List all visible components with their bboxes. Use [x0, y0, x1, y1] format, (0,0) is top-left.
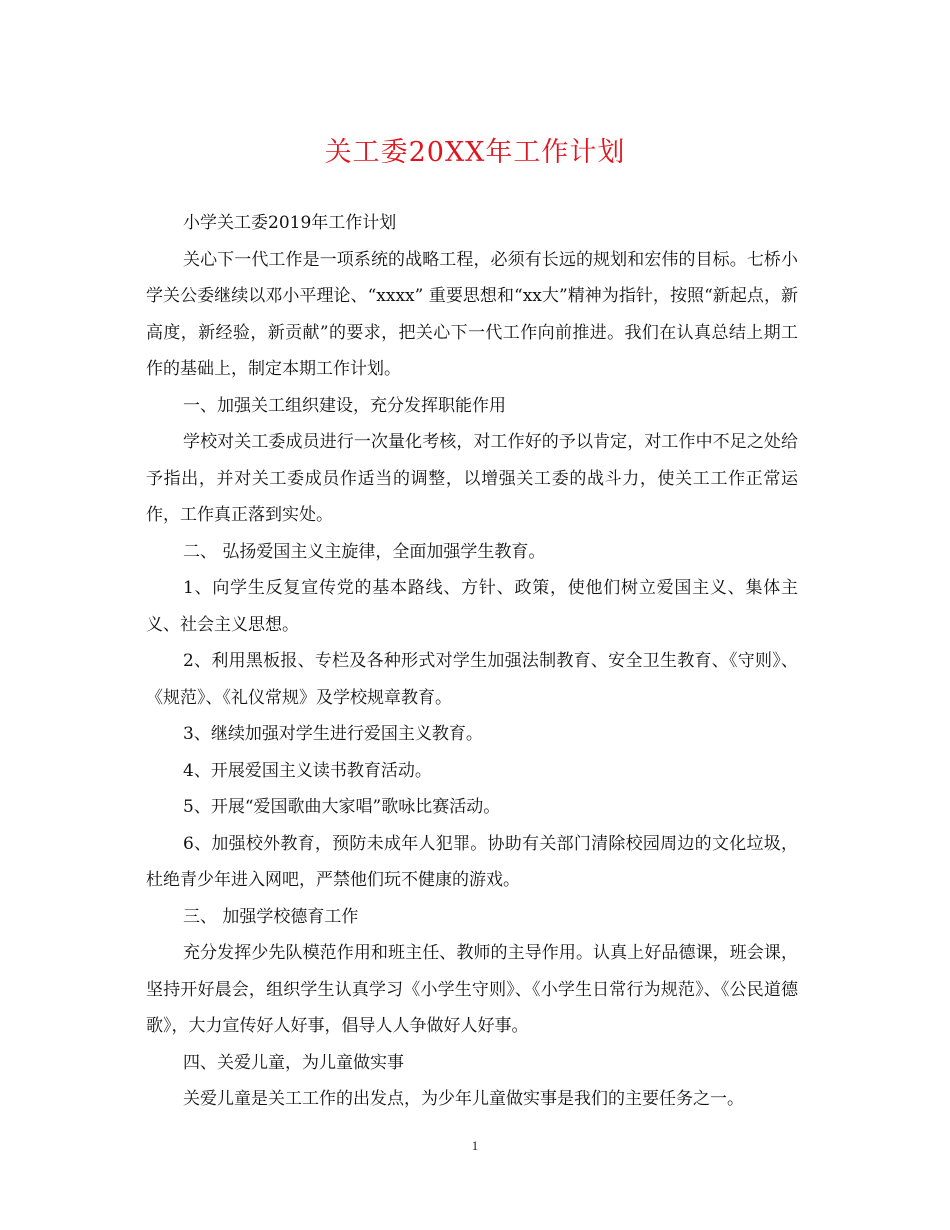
- section-heading: 二、 弘扬爱国主义主旋律，全面加强学生教育。: [183, 541, 546, 562]
- body-paragraph: 关爱儿童是关工工作的出发点，为少年儿童做实事是我们的主要任务之一。: [183, 1089, 744, 1109]
- subtitle-paragraph: 小学关工委2019年工作计划: [183, 213, 397, 233]
- page-number: 1: [471, 1138, 479, 1153]
- list-item: 6、加强校外教育，预防未成年人犯罪。协助有关部门清除校园周边的文化垃圾，杜绝青少年进入网吧，严禁他们玩不健康的游戏。: [146, 833, 798, 890]
- list-item: 1、向学生反复宣传党的基本路线、方针、政策，使他们树立爱国主义、集体主义、社会主义思想。: [146, 578, 798, 635]
- list-item: 4、开展爱国主义读书教育活动。: [183, 760, 432, 781]
- section-heading: 四、关爱儿童，为儿童做实事: [183, 1052, 404, 1073]
- body-paragraph: 学校对关工委成员进行一次量化考核，对工作好的予以肯定，对工作中不足之处给予指出，并对关工委成员作适当的调整，以增强关工委的战斗力，使关工工作正常运作，工作真正落到实处。: [146, 432, 798, 525]
- section-heading: 一、加强关工组织建设，充分发挥职能作用: [183, 395, 506, 416]
- list-item: 3、继续加强对学生进行爱国主义教育。: [183, 724, 483, 744]
- section-heading: 三、 加强学校德育工作: [183, 906, 359, 927]
- list-item: 2、利用黑板报、专栏及各种形式对学生加强法制教育、安全卫生教育、《守则》、《规范》、《礼仪常规》及学校规章教育。: [146, 651, 798, 708]
- list-item: 5、开展“爱国歌曲大家唱”歌咏比赛活动。: [183, 797, 501, 817]
- body-paragraph: 关心下一代工作是一项系统的战略工程，必须有长远的规划和宏伟的目标。七桥小学关公委继续以邓小平理论、“xxxx” 重要思想和“xx大”精神为指针，按照“新起点，新高度，新经验，新贡献”的要求，把关心下一代工作向前推进。我们在认真总结上期工作的基础上，制定本期工作计划。: [146, 249, 798, 379]
- document-title: 关工委20XX年工作计划: [324, 137, 626, 168]
- document-body: [146, 205, 798, 1118]
- body-paragraph: 充分发挥少先队模范作用和班主任、教师的主导作用。认真上好品德课，班会课，坚持开好晨会，组织学生认真学习《小学生守则》、《小学生日常行为规范》、《公民道德歌》，大力宣传好人好事，倡导人人争做好人好事。: [146, 943, 798, 1036]
